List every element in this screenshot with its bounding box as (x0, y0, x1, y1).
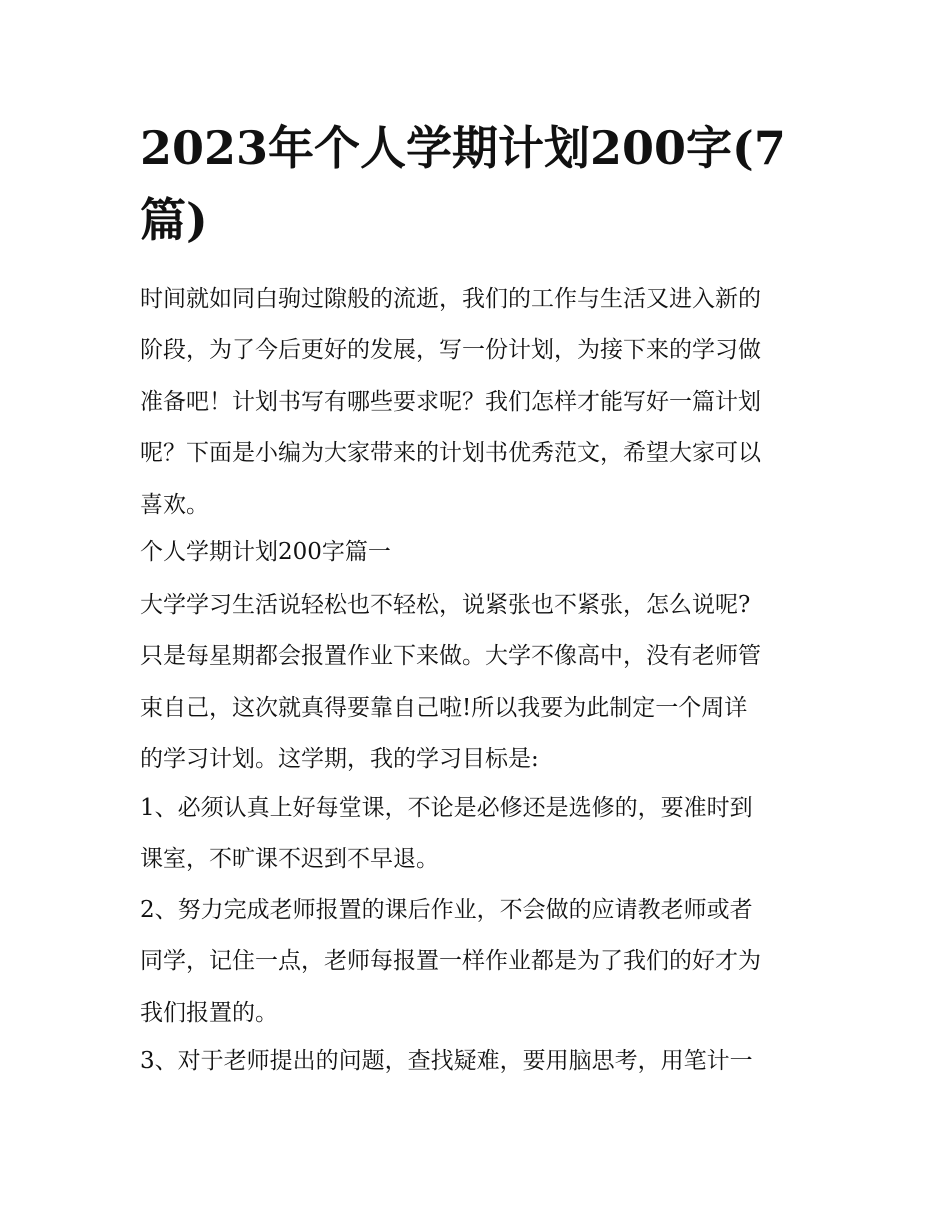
body-line: 束自己，这次就真得要靠自己啦!所以我要为此制定一个周详 (140, 694, 748, 721)
list-item-1 (140, 783, 820, 886)
body-line: 的学习计划。这学期，我的学习目标是: (140, 746, 539, 773)
list-item-line: 同学，记住一点，老师每报置一样作业都是为了我们的好才为 (140, 948, 761, 975)
intro-line: 喜欢。 (140, 491, 209, 518)
title-line: 2023年个人学期计划200字(7 (140, 121, 786, 175)
intro-line: 准备吧！计划书写有哪些要求呢？我们怎样才能写好一篇计划 (140, 388, 761, 415)
list-item-line: 1、必须认真上好每堂课，不论是必修还是选修的，要准时到 (140, 795, 753, 821)
title-line: 篇) (140, 193, 208, 247)
list-item-line: 我们报置的。 (140, 999, 278, 1026)
body-line: 只是每星期都会报置作业下来做。大学不像高中，没有老师管 (140, 643, 761, 670)
intro-line: 呢？下面是小编为大家带来的计划书优秀范文，希望大家可以 (140, 440, 761, 467)
intro-line: 时间就如同白驹过隙般的流逝，我们的工作与生活又进入新的 (140, 286, 761, 312)
list-item-line: 2、努力完成老师报置的课后作业，不会做的应请教老师或者 (140, 897, 753, 923)
list-item-3 (140, 1036, 820, 1087)
list-item-line: 课室，不旷课不迟到不早退。 (140, 846, 439, 873)
intro-paragraph (140, 274, 820, 531)
body-line: 大学学习生活说轻松也不轻松，说紧张也不紧张，怎么说呢? (140, 592, 751, 618)
list-item-2 (140, 885, 820, 1039)
list-item-line: 3、对于老师提出的问题，查找疑难，要用脑思考，用笔计一 (140, 1048, 753, 1074)
body-paragraph (140, 580, 820, 786)
section-heading (140, 527, 820, 578)
document-title (140, 112, 820, 256)
section-heading-text: 个人学期计划200字篇一 (140, 539, 391, 565)
intro-line: 阶段，为了今后更好的发展，写一份计划，为接下来的学习做 (140, 337, 761, 364)
